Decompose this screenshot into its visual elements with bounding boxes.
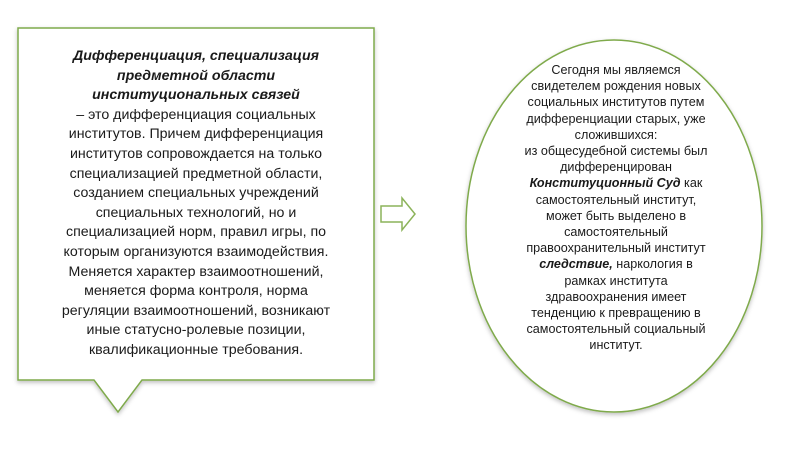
circle-line: самостоятельный институт, bbox=[535, 192, 697, 207]
circle-line-rest: наркология в bbox=[612, 257, 693, 272]
constitutional-court-emphasis: Конституционный Суд bbox=[529, 176, 681, 191]
left-body-line: квалификационные требования. bbox=[88, 341, 304, 358]
left-body-line: регуляции взаимоотношений, возникают bbox=[61, 302, 331, 319]
circle-line: правоохранительный институт bbox=[526, 241, 706, 256]
circle-line: свидетелем рождения новых bbox=[531, 79, 701, 94]
left-body-line: специальных технологий, но и bbox=[95, 204, 297, 221]
circle-line: здравоохранения имеет bbox=[545, 289, 687, 304]
circle-line: сложившихся: bbox=[574, 127, 658, 142]
circle-line bbox=[486, 256, 746, 272]
left-body-line: созданием специальных учреждений bbox=[73, 185, 319, 202]
left-heading-line: предметной области bbox=[116, 67, 276, 84]
circle-line: Сегодня мы являемся bbox=[551, 63, 681, 77]
circle-line: институт. bbox=[589, 338, 643, 353]
left-heading-line: Дифференциация, специализация bbox=[73, 48, 319, 64]
circle-line-rest: как bbox=[680, 176, 703, 191]
left-body-line: меняется форма контроля, норма bbox=[84, 283, 308, 300]
circle-line: социальных институтов путем bbox=[527, 95, 705, 110]
left-body-line: – это дифференциация социальных bbox=[76, 106, 316, 123]
left-heading-line: институциональных связей bbox=[92, 87, 300, 104]
right-arrow-icon bbox=[381, 198, 415, 230]
circle-line: дифференцирован bbox=[560, 160, 672, 175]
circle-line: может быть выделено в bbox=[545, 208, 687, 223]
left-body-line: институтов сопровождается на только bbox=[69, 145, 323, 162]
circle-text bbox=[486, 62, 746, 354]
left-body-line: специализацией норм, правил игры, по bbox=[65, 224, 327, 241]
left-body-line: институтов. Причем дифференциация bbox=[68, 126, 324, 143]
left-body-line: которым организуются взаимодействия. bbox=[63, 243, 329, 260]
left-body-line: иные статусно-ролевые позиции, bbox=[86, 322, 306, 339]
circle-line: самостоятельный bbox=[564, 225, 668, 240]
left-body-line: специализацией предметной области, bbox=[69, 165, 323, 182]
circle-line bbox=[486, 175, 746, 191]
circle-line: из общесудебной системы был bbox=[524, 144, 708, 159]
circle-line: самостоятельный социальный bbox=[526, 322, 706, 337]
circle-line: дифференциации старых, уже bbox=[526, 111, 706, 126]
left-body-line: Меняется характер взаимоотношений, bbox=[68, 263, 324, 280]
investigation-emphasis: следствие, bbox=[539, 257, 613, 272]
circle-line: рамках института bbox=[564, 273, 668, 288]
left-box-text bbox=[22, 47, 370, 361]
circle-line: тенденцию к превращению в bbox=[531, 306, 701, 321]
